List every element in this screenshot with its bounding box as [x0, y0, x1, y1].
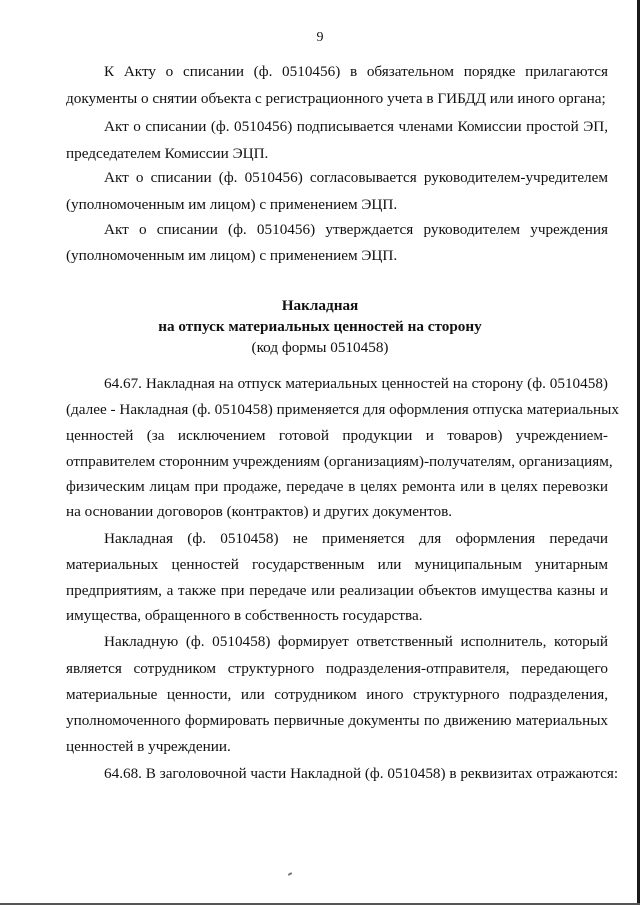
paragraph-1-line-2: документы о снятии объекта с регистрационного учета в ГИБДД или иного органа;: [66, 90, 606, 107]
paragraph-7-line-3: материальные ценности, или сотрудником иного структурного подразделения,: [66, 686, 608, 703]
section-subtitle: на отпуск материальных ценностей на сторону: [158, 318, 482, 335]
paragraph-6-line-4: имущества, обращенного в собственность государства.: [66, 607, 423, 624]
section-title: Накладная: [281, 297, 359, 314]
paragraph-7-line-2: является сотрудником структурного подразделения-отправителя, передающего: [66, 660, 608, 677]
paragraph-6-line-3: предприятиям, а также при передаче или реализации объектов имущества казны и: [66, 582, 608, 599]
paragraph-7-line-5: ценностей в учреждении.: [66, 738, 231, 755]
page-number: 9: [316, 30, 324, 45]
paragraph-5-line-1: 64.67. Накладная на отпуск материальных ценностей на сторону (ф. 0510458): [104, 375, 608, 392]
paragraph-5-line-5: физическим лицам при продаже, передаче в целях ремонта или в целях перевозки: [66, 478, 608, 495]
paragraph-5-line-4: отправителем сторонним учреждениям (организациям)-получателям, организациям,: [66, 453, 613, 470]
paragraph-7-line-4: уполномоченного формировать первичные документы по движению материальных: [66, 712, 608, 729]
paragraph-2-line-1: Акт о списании (ф. 0510456) подписывается членами Комиссии простой ЭП,: [104, 118, 608, 135]
paragraph-7-line-1: Накладную (ф. 0510458) формирует ответственный исполнитель, который: [104, 633, 608, 650]
form-code: (код формы 0510458): [251, 339, 389, 356]
paragraph-5-line-3: ценностей (за исключением готовой продукции и товаров) учреждением-: [66, 427, 608, 444]
paragraph-4-line-2: (уполномоченным им лицом) с применением ЭЦП.: [66, 247, 398, 264]
paragraph-2-line-2: председателем Комиссии ЭЦП.: [66, 145, 269, 162]
paragraph-6-line-2: материальных ценностей государственным или муниципальным унитарным: [66, 556, 608, 573]
paragraph-3-line-2: (уполномоченным им лицом) с применением ЭЦП.: [66, 196, 398, 213]
paragraph-4-line-1: Акт о списании (ф. 0510456) утверждается руководителем учреждения: [104, 221, 608, 238]
paragraph-5-line-6: на основании договоров (контрактов) и других документов.: [66, 503, 453, 520]
paragraph-6-line-1: Накладная (ф. 0510458) не применяется для оформления передачи: [104, 530, 608, 547]
scan-speck: [288, 872, 292, 876]
paragraph-3-line-1: Акт о списании (ф. 0510456) согласовывается руководителем-учредителем: [104, 169, 608, 186]
paragraph-1-line-1: К Акту о списании (ф. 0510456) в обязательном порядке прилагаются: [104, 63, 608, 80]
paragraph-8-line-1: 64.68. В заголовочной части Накладной (ф. 0510458) в реквизитах отражаются:: [104, 765, 619, 782]
paragraph-5-line-2: (далее - Накладная (ф. 0510458) применяется для оформления отпуска материальных: [66, 401, 619, 418]
